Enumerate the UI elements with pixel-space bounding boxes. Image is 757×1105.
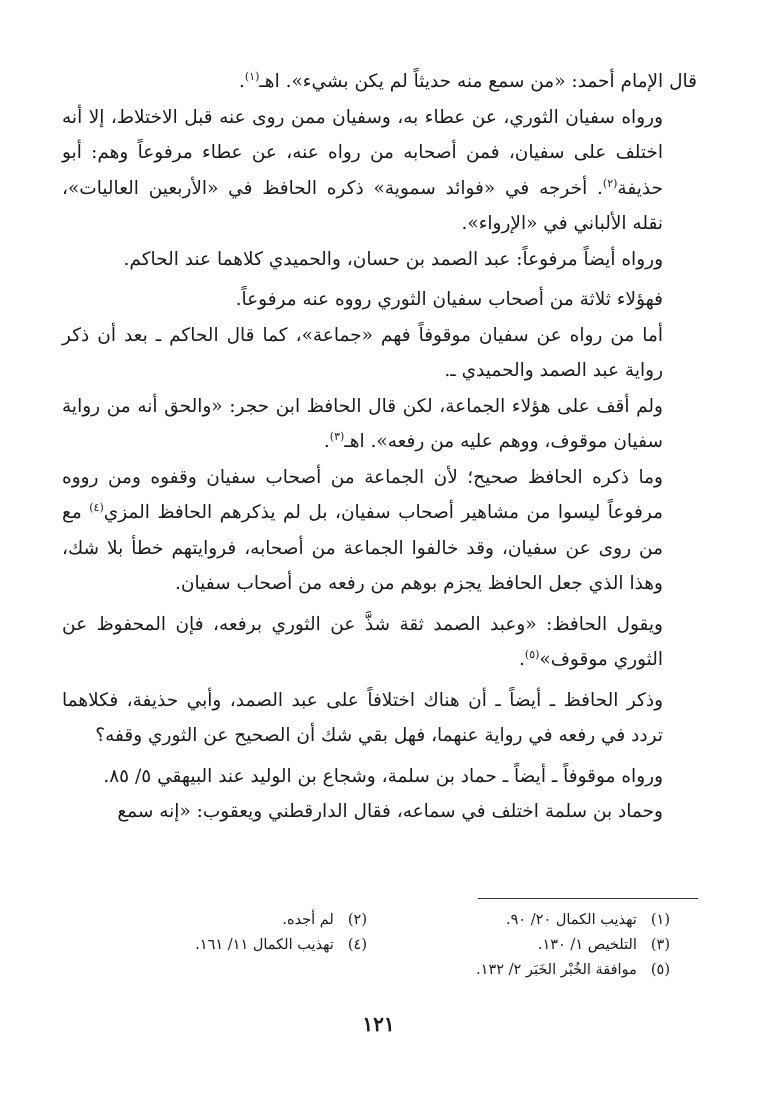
paragraph-8: ويقول الحافظ: «وعبد الصمد ثقة شذَّ عن الثوري برفعه، فإن المحفوظ عن الثوري موقوف»$^{(٥)}$. bbox=[62, 613, 663, 670]
footnote-divider bbox=[478, 898, 698, 899]
paragraph-3: ورواه أيضاً مرفوعاً: عبد الصمد بن حسان، والحميدي كلاهما عند الحاكم. bbox=[123, 248, 663, 270]
paragraph-2: ورواه سفيان الثوري، عن عطاء به، وسفيان ممن روى عنه قبل الاختلاط، إلا أنه اختلف على سفيان، فمن أصحابه من رواه عنه، عن عطاء مرفوعاً وهم: أبو حذيفة$^{(٢)}$. أخرجه في «فوائد سموية» ذكره الحافظ في «الأربعين العاليات»، نقله الألباني في «الإرواء». bbox=[62, 106, 663, 234]
page-number: ١٢١ bbox=[362, 1012, 395, 1036]
paragraph-5: أما من رواه عن سفيان موقوفاً فهم «جماعة»، كما قال الحاكم ـ بعد أن ذكر رواية عبد الصمد والحميدي ـ. bbox=[62, 324, 663, 381]
paragraph-9: وذكر الحافظ ـ أيضاً ـ أن هناك اختلافاً على عبد الصمد، وأبي حذيفة، فكلاهما تردد في رفعه في رواية عنهما، فهل بقي شك أن الصحيح عن الثوري وقفه؟ bbox=[62, 689, 663, 746]
footnote-4: (٤)تهذيب الكمال ١١/ ١٦١. bbox=[195, 937, 367, 953]
footnote-1: (١)تهذيب الكمال ٢٠/ ٩٠. bbox=[505, 912, 670, 928]
paragraph-7: وما ذكره الحافظ صحيح؛ لأن الجماعة من أصحاب سفيان وقفوه ومن رووه مرفوعاً ليسوا من مشاهير أصحاب سفيان، بل لم يذكرهم الحافظ المزي$^{(٤)}$ مع من روى عن سفيان، وقد خالفوا الجماعة من أصحابه، فروايتهم خطأ بلا شك، وهذا الذي جعل الحافظ يجزم بوهم من رفعه من أصحاب سفيان. bbox=[62, 466, 663, 594]
footnote-2: (٢)لم أجده. bbox=[282, 912, 367, 928]
footnote-ref-4[interactable]: (٤) bbox=[89, 500, 104, 514]
footnote-3: (٣)التلخيص ١/ ١٣٠. bbox=[537, 937, 670, 953]
paragraph-11: وحماد بن سلمة اختلف في سماعه، فقال الدارقطني ويعقوب: «إنه سمع bbox=[117, 801, 663, 822]
footnote-ref-3[interactable]: (٣) bbox=[329, 429, 345, 443]
paragraph-10: ورواه موقوفاً ـ أيضاً ـ حماد بن سلمة، وشجاع بن الوليد عند البيهقي ٥/ ٨٥. bbox=[103, 765, 663, 787]
footnote-ref-1[interactable]: (١) bbox=[244, 69, 260, 83]
paragraph-1: قال الإمام أحمد: «من سمع منه حديثاً لم يكن بشيء». اهـ$^{(١)}$. bbox=[238, 69, 697, 92]
main-text bbox=[62, 64, 697, 830]
paragraph-6: ولم أقف على هؤلاء الجماعة، لكن قال الحافظ ابن حجر: «والحق أنه من رواية سفيان موقوف، ووهم عليه من رفعه». اهـ$^{(٣)}$. bbox=[62, 395, 663, 452]
footnote-5: (٥)موافقة الخُبْر الخَبَر ٢/ ١٣٢. bbox=[476, 962, 670, 978]
paragraph-4: فهؤلاء ثلاثة من أصحاب سفيان الثوري رووه عنه مرفوعاً. bbox=[235, 289, 663, 310]
footnote-ref-5[interactable]: (٥) bbox=[524, 647, 540, 661]
footnote-ref-2[interactable]: (٢) bbox=[602, 176, 618, 190]
